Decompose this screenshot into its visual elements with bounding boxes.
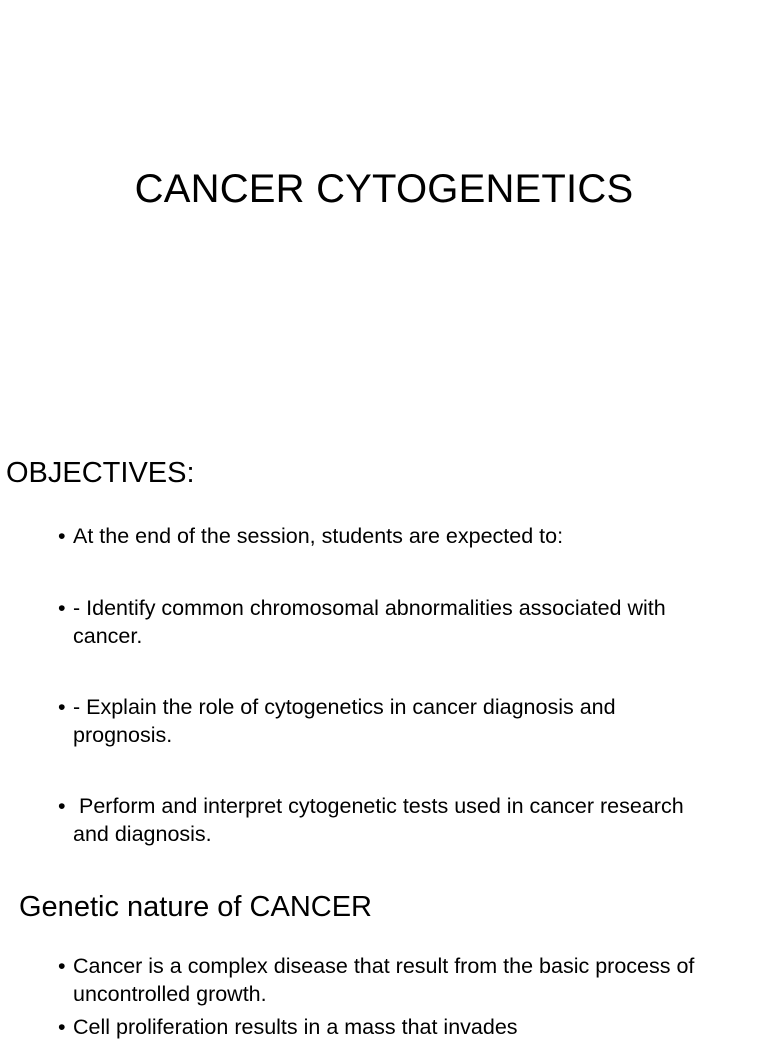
- objective-item: [58, 594, 708, 650]
- page-title: CANCER CYTOGENETICS: [134, 167, 634, 211]
- objectives-heading: OBJECTIVES:: [6, 457, 195, 489]
- genetic-nature-heading: Genetic nature of CANCER: [19, 891, 372, 923]
- genetic-nature-item: [58, 1013, 708, 1041]
- genetic-nature-text: Cell proliferation results in a mass that invades: [73, 1015, 518, 1039]
- objective-item: [58, 693, 708, 749]
- objective-text: At the end of the session, students are expected to:: [73, 524, 564, 548]
- bullet-icon: •: [58, 1015, 66, 1039]
- objective-text: - Explain the role of cytogenetics in cancer diagnosis and prognosis.: [73, 695, 616, 747]
- bullet-icon: •: [58, 524, 66, 548]
- bullet-icon: •: [58, 794, 66, 818]
- objective-text: Perform and interpret cytogenetic tests used in cancer research and diagnosis.: [73, 794, 690, 846]
- bullet-icon: •: [58, 695, 66, 719]
- objective-item: [58, 522, 708, 550]
- objective-text: - Identify common chromosomal abnormalities associated with cancer.: [73, 596, 666, 648]
- genetic-nature-item: [58, 952, 708, 1008]
- objective-item: [58, 792, 708, 848]
- bullet-icon: •: [58, 596, 66, 620]
- bullet-icon: •: [58, 954, 66, 978]
- genetic-nature-text: Cancer is a complex disease that result from the basic process of uncontrolled growth.: [73, 954, 695, 1006]
